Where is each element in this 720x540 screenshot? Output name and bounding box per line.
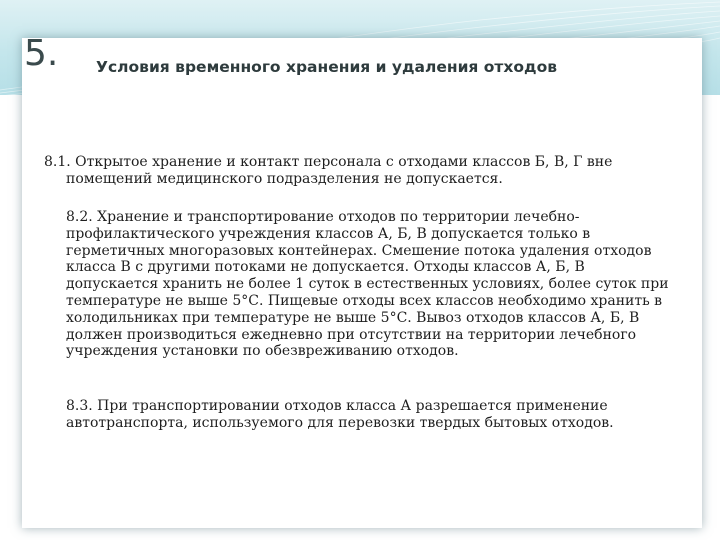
paragraph-8-1-line2: помещений медицинского подразделения не допускается. — [66, 170, 503, 187]
paragraph-8-1-line1: 8.1. Открытое хранение и контакт персонала с отходами классов Б, В, Г вне — [44, 154, 613, 170]
paragraph-8-2: 8.2. Хранение и транспортирование отходов по территории лечебно-профилактического учреждения классов А, Б, В допускается только в герметичных многоразовых контейнерах. Смешение потока удаления отходов класса В с другими потоками не допускается. Отходы классов А, Б, В допускается хранить не более 1 суток в естественных условиях, более суток при температуре не выше 5°С. Пищевые отходы всех классов необходимо хранить в холодильниках при температуре не выше 5°С. Вывоз отходов классов А, Б, В должен производиться ежедневно при отсутствии на территории лечебного учреждения установки по обезвреживанию отходов. — [66, 209, 669, 360]
slide-title: Условия временного хранения и удаления отходов — [96, 58, 558, 76]
paragraph-8-1 — [44, 154, 684, 188]
paragraph-8-3: 8.3. При транспортировании отходов класса А разрешается применение автотранспорта, используемого для перевозки твердых бытовых отходов. — [66, 398, 614, 431]
slide-title-number: 5. — [24, 33, 59, 74]
